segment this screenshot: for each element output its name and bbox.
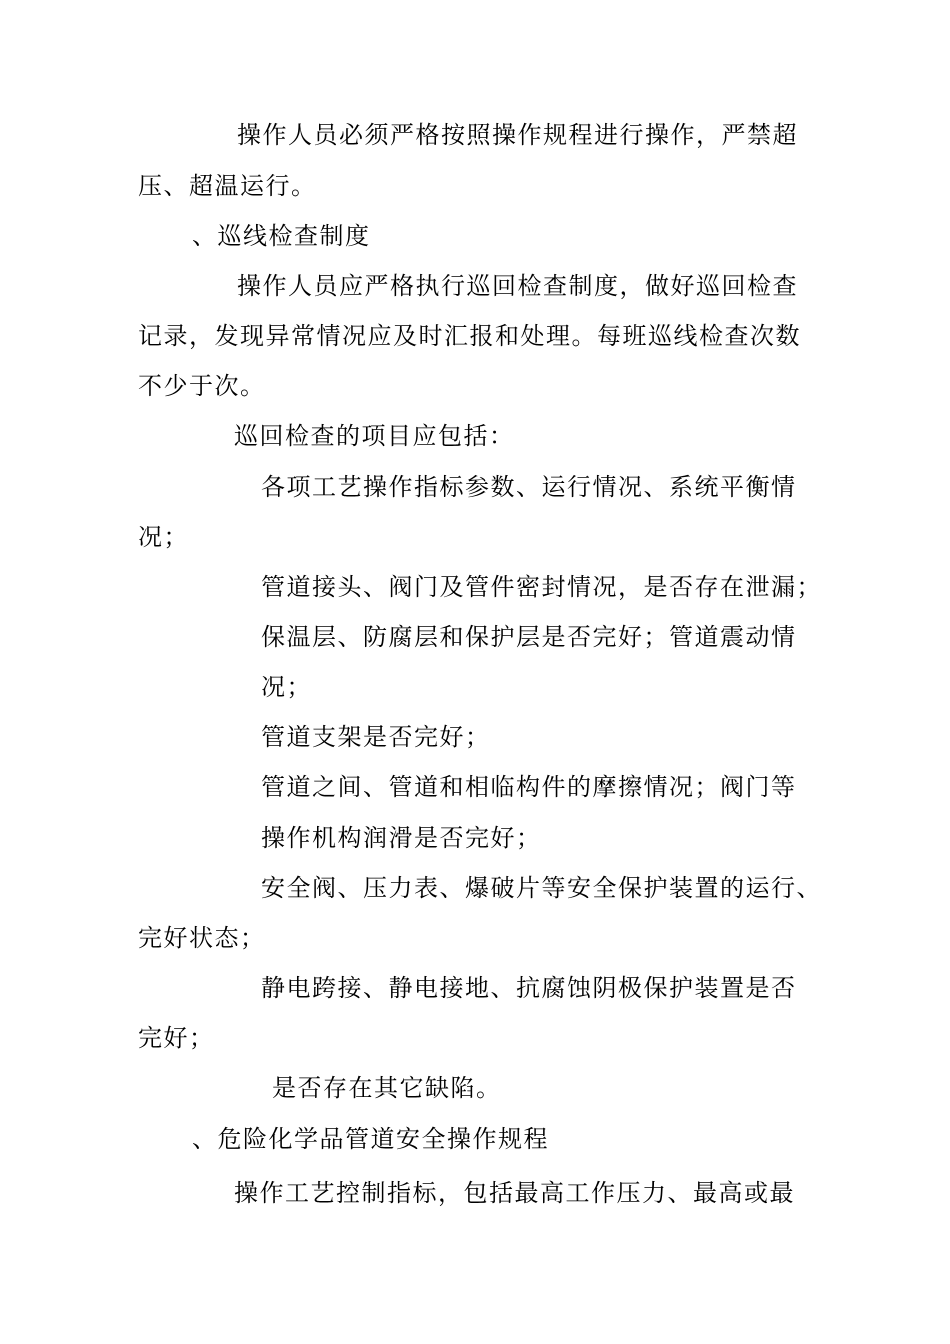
text-line: 操作人员必须严格按照操作规程进行操作，严禁超 <box>237 121 798 149</box>
list-item: 管道支架是否完好； <box>261 723 491 751</box>
list-item: 管道之间、管道和相临构件的摩擦情况；阀门等 <box>261 773 797 801</box>
text-line: 压、超温运行。 <box>138 172 317 200</box>
list-item-continuation: 完好； <box>138 1024 215 1052</box>
list-item: 安全阀、压力表、爆破片等安全保护装置的运行、 <box>261 874 822 902</box>
section-heading: 、危险化学品管道安全操作规程 <box>192 1125 549 1153</box>
text-line: 不少于次。 <box>138 372 266 400</box>
list-item: 保温层、防腐层和保护层是否完好；管道震动情 <box>261 623 797 651</box>
text-line: 操作工艺控制指标，包括最高工作压力、最高或最 <box>234 1179 795 1207</box>
text-line: 操作人员应严格执行巡回检查制度，做好巡回检查 <box>237 272 798 300</box>
list-item: 静电跨接、静电接地、抗腐蚀阴极保护装置是否 <box>261 974 797 1002</box>
list-item-continuation: 况； <box>261 673 312 701</box>
text-line: 巡回检查的项目应包括： <box>234 422 515 450</box>
list-item: 是否存在其它缺陷。 <box>272 1074 502 1102</box>
list-item-continuation: 况； <box>138 523 189 551</box>
list-item-continuation: 完好状态； <box>138 924 266 952</box>
list-item-continuation: 操作机构润滑是否完好； <box>261 824 542 852</box>
section-heading: 、巡线检查制度 <box>192 222 371 250</box>
list-item: 各项工艺操作指标参数、运行情况、系统平衡情 <box>261 473 797 501</box>
text-line: 记录，发现异常情况应及时汇报和处理。每班巡线检查次数 <box>138 322 801 350</box>
list-item: 管道接头、阀门及管件密封情况，是否存在泄漏； <box>261 573 822 601</box>
